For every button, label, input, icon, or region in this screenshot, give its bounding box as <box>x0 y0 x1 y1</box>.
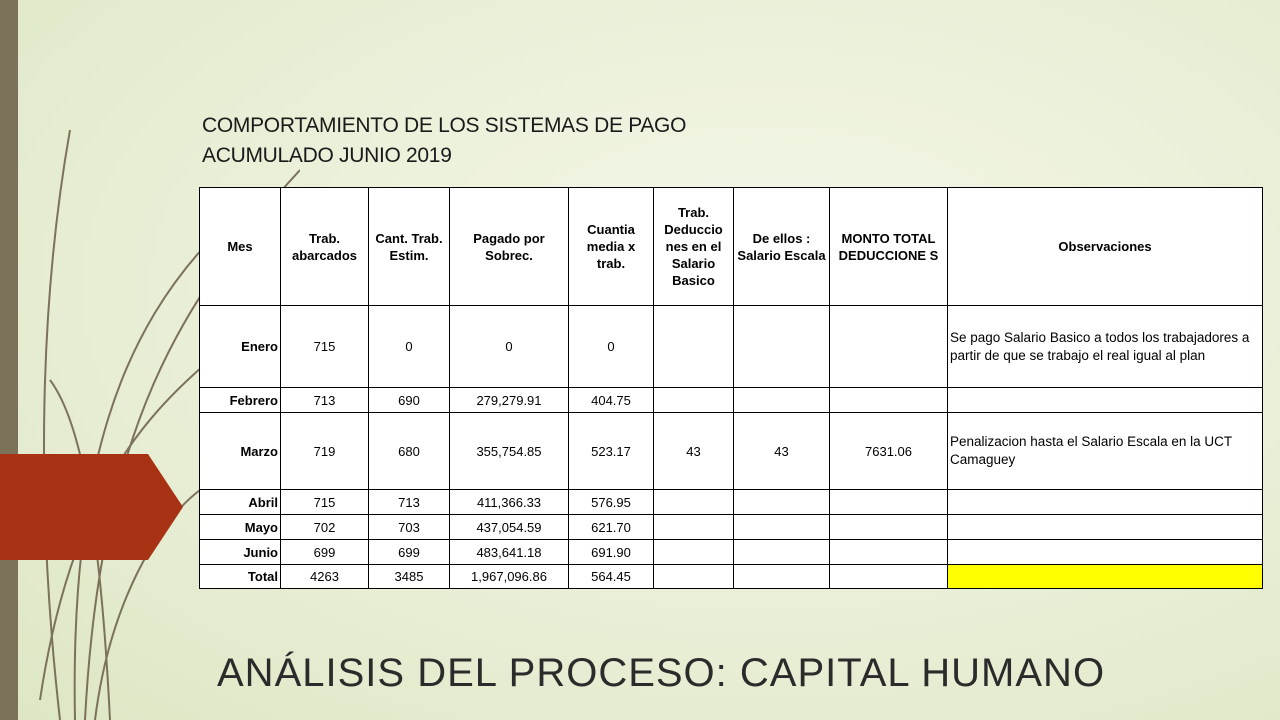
cell-mes: Febrero <box>200 388 281 413</box>
header-trab-abarcados: Trab. abarcados <box>281 188 369 306</box>
cell-salario-escala: 43 <box>734 413 830 490</box>
subtitle-line-2: ACUMULADO JUNIO 2019 <box>202 144 452 167</box>
cell-trab-deducciones <box>654 540 734 565</box>
cell-cuantia-media: 621.70 <box>569 515 654 540</box>
cell-observaciones <box>948 540 1263 565</box>
cell-salario-escala <box>734 565 830 589</box>
header-salario-escala: De ellos : Salario Escala <box>734 188 830 306</box>
cell-trab-abarcados: 715 <box>281 306 369 388</box>
cell-salario-escala <box>734 490 830 515</box>
cell-trab-deducciones <box>654 515 734 540</box>
cell-cant-trab-estim: 3485 <box>369 565 450 589</box>
header-mes: Mes <box>200 188 281 306</box>
subtitle <box>202 111 686 171</box>
cell-salario-escala <box>734 540 830 565</box>
cell-monto-total <box>830 540 948 565</box>
cell-cant-trab-estim: 680 <box>369 413 450 490</box>
cell-observaciones: Penalizacion hasta el Salario Escala en la UCT Camaguey <box>948 413 1263 490</box>
cell-monto-total <box>830 490 948 515</box>
cell-trab-abarcados: 702 <box>281 515 369 540</box>
table-header-row <box>200 188 1263 306</box>
cell-mes: Mayo <box>200 515 281 540</box>
cell-monto-total: 7631.06 <box>830 413 948 490</box>
cell-cuantia-media: 404.75 <box>569 388 654 413</box>
cell-cant-trab-estim: 699 <box>369 540 450 565</box>
cell-monto-total <box>830 565 948 589</box>
cell-pagado-sobrec: 483,641.18 <box>450 540 569 565</box>
cell-trab-abarcados: 4263 <box>281 565 369 589</box>
cell-pagado-sobrec: 1,967,096.86 <box>450 565 569 589</box>
cell-cant-trab-estim: 690 <box>369 388 450 413</box>
subtitle-line-1: COMPORTAMIENTO DE LOS SISTEMAS DE PAGO <box>202 114 687 137</box>
page-title: ANÁLISIS DEL PROCESO: CAPITAL HUMANO <box>217 651 1106 695</box>
cell-cuantia-media: 691.90 <box>569 540 654 565</box>
cell-trab-abarcados: 699 <box>281 540 369 565</box>
cell-pagado-sobrec: 279,279.91 <box>450 388 569 413</box>
table-row-total <box>200 565 1263 589</box>
cell-pagado-sobrec: 437,054.59 <box>450 515 569 540</box>
table-row <box>200 388 1263 413</box>
cell-trab-deducciones <box>654 565 734 589</box>
vine-stroke-1 <box>44 130 70 720</box>
table-row <box>200 306 1263 388</box>
cell-monto-total <box>830 306 948 388</box>
header-monto-total: MONTO TOTAL DEDUCCIONE S <box>830 188 948 306</box>
table-row <box>200 515 1263 540</box>
cell-cuantia-media: 576.95 <box>569 490 654 515</box>
table-row <box>200 413 1263 490</box>
cell-observaciones <box>948 515 1263 540</box>
table-row <box>200 540 1263 565</box>
cell-cuantia-media: 0 <box>569 306 654 388</box>
red-accent-tab <box>0 454 183 560</box>
cell-trab-deducciones <box>654 306 734 388</box>
cell-observaciones <box>948 490 1263 515</box>
cell-trab-deducciones: 43 <box>654 413 734 490</box>
cell-pagado-sobrec: 411,366.33 <box>450 490 569 515</box>
cell-pagado-sobrec: 355,754.85 <box>450 413 569 490</box>
cell-salario-escala <box>734 388 830 413</box>
header-observaciones: Observaciones <box>948 188 1263 306</box>
cell-cant-trab-estim: 713 <box>369 490 450 515</box>
cell-trab-abarcados: 719 <box>281 413 369 490</box>
cell-trab-deducciones <box>654 490 734 515</box>
cell-monto-total <box>830 515 948 540</box>
cell-observaciones <box>948 388 1263 413</box>
cell-trab-abarcados: 715 <box>281 490 369 515</box>
cell-salario-escala <box>734 306 830 388</box>
table-row <box>200 490 1263 515</box>
payment-systems-table <box>199 187 1263 589</box>
header-pagado-sobrec: Pagado por Sobrec. <box>450 188 569 306</box>
cell-cant-trab-estim: 0 <box>369 306 450 388</box>
cell-pagado-sobrec: 0 <box>450 306 569 388</box>
cell-cuantia-media: 523.17 <box>569 413 654 490</box>
cell-mes: Total <box>200 565 281 589</box>
cell-cant-trab-estim: 703 <box>369 515 450 540</box>
cell-mes: Enero <box>200 306 281 388</box>
cell-observaciones-highlight <box>948 565 1263 589</box>
cell-trab-deducciones <box>654 388 734 413</box>
cell-cuantia-media: 564.45 <box>569 565 654 589</box>
cell-observaciones: Se pago Salario Basico a todos los trabajadores a partir de que se trabajo el real igual al plan <box>948 306 1263 388</box>
cell-mes: Abril <box>200 490 281 515</box>
cell-trab-abarcados: 713 <box>281 388 369 413</box>
cell-monto-total <box>830 388 948 413</box>
cell-mes: Junio <box>200 540 281 565</box>
header-trab-deducciones: Trab. Deduccio nes en el Salario Basico <box>654 188 734 306</box>
header-cuantia-media: Cuantia media x trab. <box>569 188 654 306</box>
header-cant-trab-estim: Cant. Trab. Estim. <box>369 188 450 306</box>
cell-mes: Marzo <box>200 413 281 490</box>
cell-salario-escala <box>734 515 830 540</box>
